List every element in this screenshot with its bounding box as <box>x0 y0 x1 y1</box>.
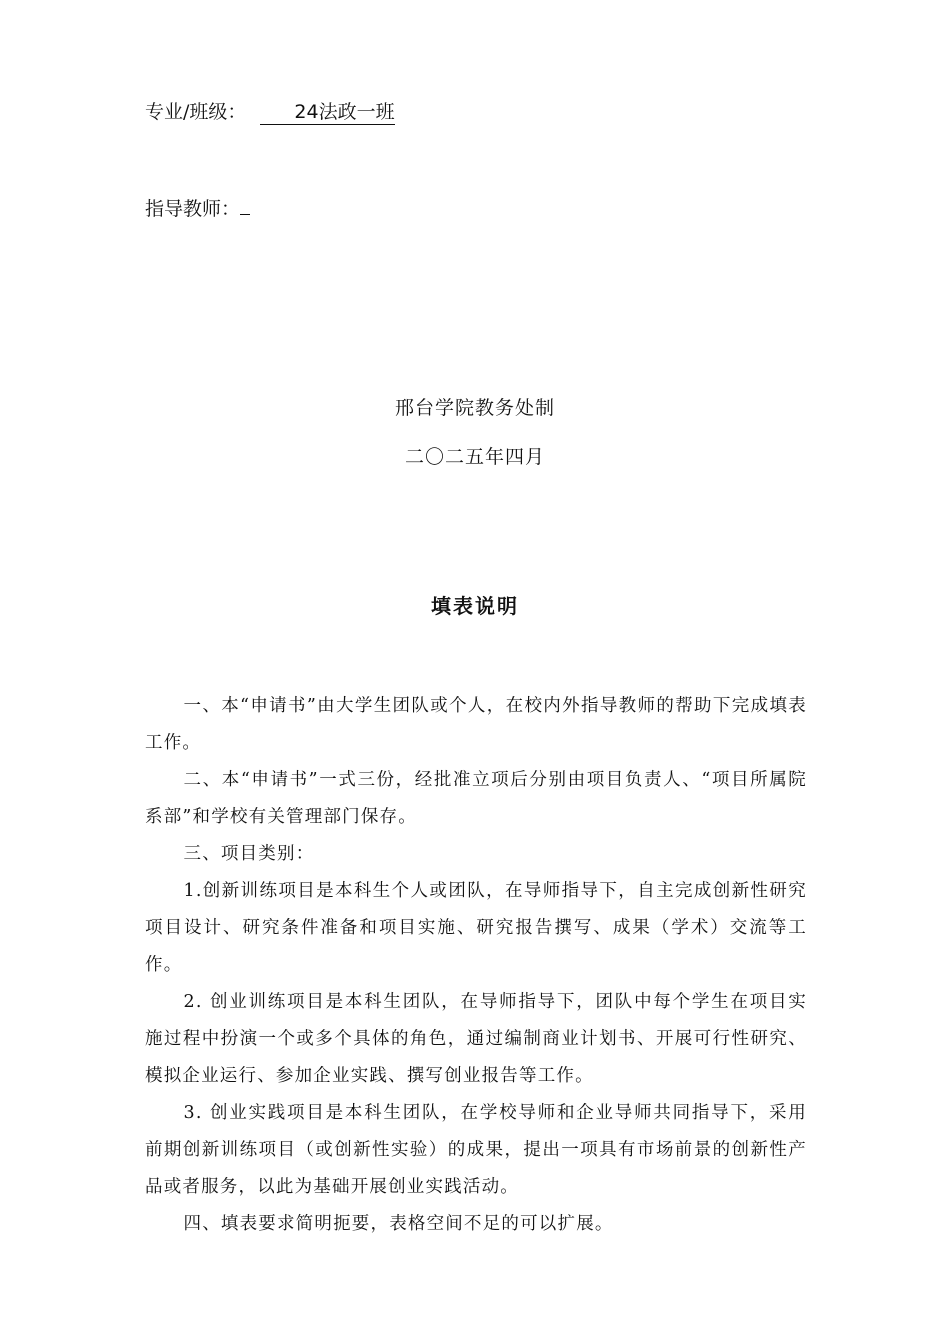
instruction-paragraph: 一、本“申请书”由大学生团队或个人，在校内外指导教师的帮助下完成填表工作。 <box>145 696 807 753</box>
instruction-paragraph: 3. 创业实践项目是本科生团队，在学校导师和企业导师共同指导下，采用前期创新训练项目（或创新性实验）的成果，提出一项具有市场前景的创新性产品或者服务，以此为基础开展创业实践活动。 <box>145 1103 807 1197</box>
instructions-title: 填表说明 <box>431 594 519 618</box>
instruction-paragraph: 四、填表要求简明扼要，表格空间不足的可以扩展。 <box>183 1214 614 1234</box>
date-line: 二〇二五年四月 <box>404 446 545 468</box>
issuer-line: 邢台学院教务处制 <box>394 397 555 419</box>
instruction-paragraph: 三、项目类别： <box>183 844 315 864</box>
instruction-paragraph: 1.创新训练项目是本科生个人或团队，在导师指导下，自主完成创新性研究项目设计、研究条件准备和项目实施、研究报告撰写、成果（学术）交流等工作。 <box>145 881 807 975</box>
advisor-blank <box>240 194 250 215</box>
instruction-paragraph: 二、本“申请书”一式三份，经批准立项后分别由项目负责人、“项目所属院系部”和学校有关管理部门保存。 <box>145 770 807 827</box>
major-class-label: 专业/班级： <box>145 101 247 123</box>
advisor-field <box>145 194 250 223</box>
major-class-value: 24法政一班 <box>260 100 394 125</box>
instructions-body <box>145 688 807 1243</box>
advisor-label: 指导教师： <box>145 198 241 220</box>
instruction-paragraph: 2. 创业训练项目是本科生团队，在导师指导下，团队中每个学生在项目实施过程中扮演一个或多个具体的角色，通过编制商业计划书、开展可行性研究、模拟企业运行、参加企业实践、撰写创业报告等工作。 <box>145 992 807 1086</box>
major-class-field <box>145 98 395 126</box>
